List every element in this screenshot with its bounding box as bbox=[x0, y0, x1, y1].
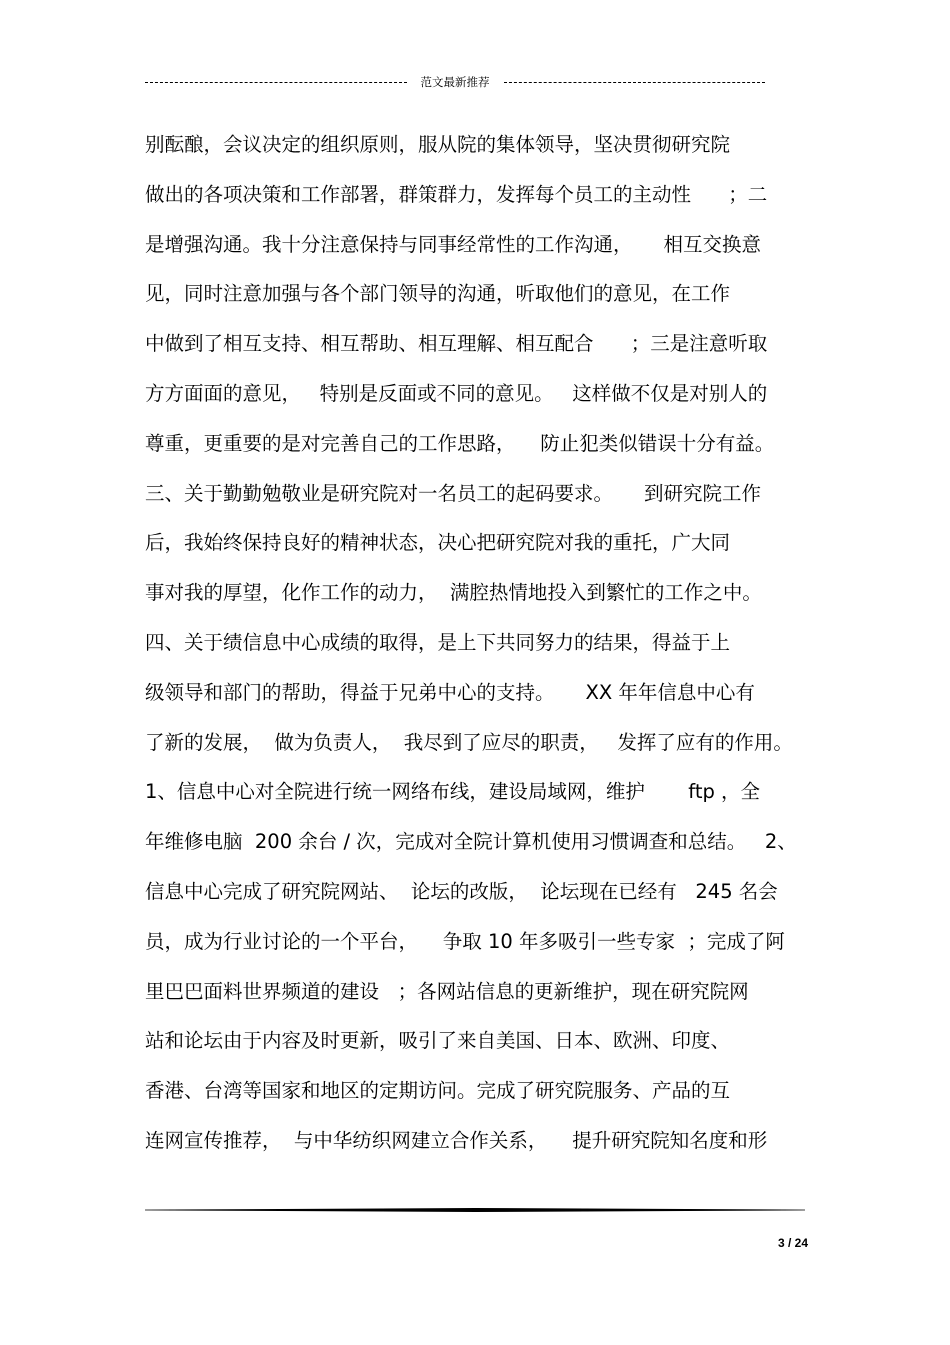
text-line: 年维修电脑 200 余台 / 次，完成对全院计算机使用习惯调查和总结。 2、 bbox=[145, 830, 797, 854]
page-number: 3 / 24 bbox=[777, 1236, 808, 1250]
text-line: 别酝酿，会议决定的组织原则，服从院的集体领导，坚决贯彻研究院 bbox=[145, 133, 731, 156]
text-line: 后，我始终保持良好的精神状态，决心把研究院对我的重托，广大同 bbox=[145, 531, 731, 555]
text-line: 尊重，更重要的是对完善自己的工作思路， 防止犯类似错误十分有益。 bbox=[145, 431, 775, 455]
header-left-rule bbox=[145, 82, 407, 83]
text-line: 员，成为行业讨论的一个平台， 争取 10 年多吸引一些专家 ；完成了阿 bbox=[145, 929, 785, 953]
text-line: 信息中心完成了研究院网站、 论坛的改版， 论坛现在已经有 245 名会 bbox=[145, 879, 778, 903]
text-line: 方方面面的意见， 特别是反面或不同的意见。 这样做不仅是对别人的 bbox=[145, 381, 768, 405]
header-title: 范文最新推荐 bbox=[420, 75, 490, 89]
text-line: 三、关于勤勤勉敬业是研究院对一名员工的起码要求。 到研究院工作 bbox=[145, 481, 761, 505]
text-line: 做出的各项决策和工作部署，群策群力，发挥每个员工的主动性 ；二 bbox=[145, 182, 768, 206]
page-header bbox=[145, 72, 765, 92]
text-line: 级领导和部门的帮助，得益于兄弟中心的支持。 XX 年年信息中心有 bbox=[145, 680, 755, 704]
text-line: 香港、台湾等国家和地区的定期访问。完成了研究院服务、产品的互 bbox=[145, 1079, 731, 1103]
text-line: 中做到了相互支持、相互帮助、相互理解、相互配合 ；三是注意听取 bbox=[145, 332, 768, 356]
footer-rule bbox=[145, 1208, 805, 1212]
text-line: 是增强沟通。我十分注意保持与同事经常性的工作沟通， 相互交换意 bbox=[145, 232, 761, 256]
text-line: 站和论坛由于内容及时更新，吸引了来自美国、日本、欧洲、印度、 bbox=[145, 1029, 731, 1053]
document-body bbox=[145, 120, 810, 1166]
text-line: 了新的发展， 做为负责人， 我尽到了应尽的职责， 发挥了应有的作用。 bbox=[145, 730, 793, 754]
text-line: 四、关于绩信息中心成绩的取得，是上下共同努力的结果，得益于上 bbox=[145, 630, 731, 654]
text-line: 见，同时注意加强与各个部门领导的沟通，听取他们的意见，在工作 bbox=[145, 282, 731, 306]
header-right-rule bbox=[504, 82, 766, 83]
text-line: 连网宣传推荐， 与中华纺织网建立合作关系， 提升研究院知名度和形 bbox=[145, 1128, 768, 1152]
text-line: 里巴巴面料世界频道的建设 ；各网站信息的更新维护，现在研究院网 bbox=[145, 979, 749, 1003]
text-line: 事对我的厚望，化作工作的动力， 满腔热情地投入到繁忙的工作之中。 bbox=[145, 581, 762, 605]
text-line: 1、信息中心对全院进行统一网络布线，建设局域网，维护 ftp ，全 bbox=[145, 780, 761, 804]
